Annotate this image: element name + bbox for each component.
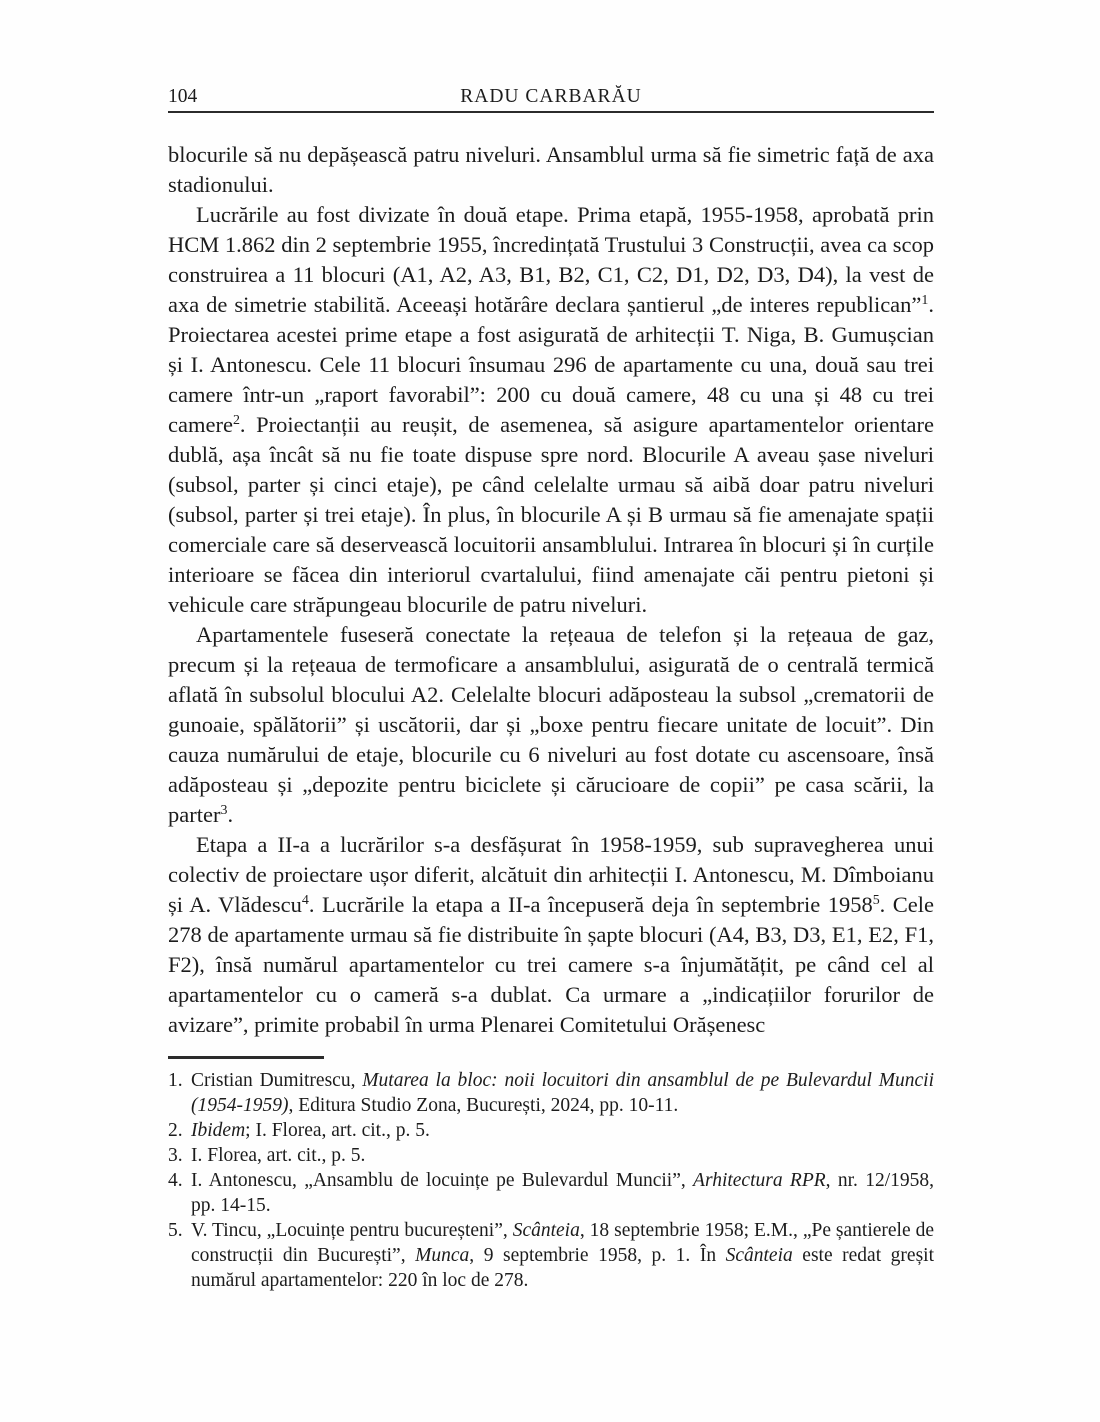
text-segment: Lucrările au fost divizate în două etape. Prima etapă, 1955-1958, aprobată prin HCM 1.862 din 2 septembrie 1955, încredințată Trustului 3 Construcții, avea ca scop construirea a 11 blocuri (A1, A2, A3, B1, B2, C1, C2, D1, D2, D3, D4), la vest de axa de simetrie stabilită. Aceeași hotărâre declara șantierul „de interes republican” xyxy=(168,202,934,317)
text-segment: este redat greșit numărul apartamentelor: 220 în loc de 278. xyxy=(191,1245,934,1291)
footnote-text xyxy=(191,1220,934,1291)
footnote-item xyxy=(168,1118,934,1143)
text-segment: I. Antonescu, „Ansamblu de locuințe pe Bulevardul Muncii”, xyxy=(191,1170,694,1191)
running-title: RADU CARBARĂU xyxy=(460,86,642,107)
text-segment: I. Florea, art. cit., p. 5. xyxy=(191,1145,366,1166)
text-segment: . Proiectanții au reușit, de asemenea, să asigure apartamentelor orientare dublă, așa încât să nu fie toate dispuse spre nord. Blocurile A aveau șase niveluri (subsol, parter și cinci etaje), pe când celelalte urmau să aibă doar patru niveluri (subsol, parter și trei etaje). În plus, în blocurile A și B urmau să fie amenajate spații comerciale care să deservească locuitorii ansamblului. Intrarea în blocuri și în curțile interioare se făcea din interiorul cvartalului, fiind amenajate căi pentru pietoni și vehicule care străpungeau blocurile de patru niveluri. xyxy=(168,412,934,617)
footnote-separator xyxy=(168,1056,324,1059)
text-segment: . xyxy=(227,802,234,827)
italic-text: Mutarea la bloc: noii locuitori din ansamblul de pe Bulevardul Muncii (1954-1959) xyxy=(191,1070,934,1116)
paragraph xyxy=(168,620,934,830)
footnote-number: 2. xyxy=(168,1120,183,1141)
text-segment: , Editura Studio Zona, București, 2024, pp. 10-11. xyxy=(288,1095,679,1116)
text-block xyxy=(168,82,934,1293)
footnote-ref: 5 xyxy=(872,893,880,909)
text-segment: Etapa a II-a a lucrărilor s-a desfășurat în 1958-1959, sub supravegherea unui colectiv de proiectare ușor diferit, alcătuit din arhitecții I. Antonescu, M. Dîmboianu și A. Vlădescu xyxy=(168,832,934,917)
page-number: 104 xyxy=(168,86,198,107)
italic-text: Ibidem xyxy=(191,1120,246,1141)
footnote-text xyxy=(191,1170,934,1216)
footnote-item xyxy=(168,1143,934,1168)
footnote-ref: 2 xyxy=(232,413,240,429)
text-segment: V. Tincu, „Locuințe pentru bucureșteni”, xyxy=(191,1220,513,1241)
footnote-ref: 4 xyxy=(301,893,309,909)
footnote-item xyxy=(168,1168,934,1218)
italic-text: Arhitectura RPR xyxy=(693,1170,826,1191)
italic-text: Munca xyxy=(415,1245,470,1266)
text-segment: , 18 septembrie 1958; E.M., „Pe șantierele de construcții din București”, xyxy=(191,1220,934,1266)
text-segment: Apartamentele fuseseră conectate la rețeaua de telefon și la rețeaua de gaz, precum și la rețeaua de termoficare a ansamblului, asigurată de o centrală termică aflată în subsolul blocului A2. Celelalte blocuri adăposteau la subsol „crematorii de gunoaie, spălătorii” și uscătorii, dar și „boxe pentru fiecare unitate de locuit”. Din cauza numărului de etaje, blocurile cu 6 niveluri au fost dotate cu ascensoare, însă adăposteau și „depozite pentru biciclete și cărucioare de copii” pe casa scării, la parter xyxy=(168,622,934,827)
footnote-text xyxy=(191,1070,934,1116)
footnote-ref: 1 xyxy=(921,293,929,309)
footnote-ref: 3 xyxy=(220,803,228,819)
text-segment: blocurile să nu depășească patru niveluri. Ansamblul urma să fie simetric față de axa stadionului. xyxy=(168,142,934,197)
paragraph xyxy=(168,830,934,1040)
text-segment: . Lucrările la etapa a II-a începuseră deja în septembrie 1958 xyxy=(308,892,873,917)
paragraph xyxy=(168,140,934,200)
footnote-item xyxy=(168,1218,934,1293)
footnote-number: 3. xyxy=(168,1145,183,1166)
text-segment: ; I. Florea, art. cit., p. 5. xyxy=(245,1120,430,1141)
footnote-number: 4. xyxy=(168,1170,183,1191)
text-segment: . Proiectarea acestei prime etape a fost asigurată de arhitecții T. Niga, B. Gumușcian și I. Antonescu. Cele 11 blocuri însumau 296 de apartamente cu una, două sau trei camere într-un „raport favorabil”: 200 cu două camere, 48 cu una și 48 cu trei camere xyxy=(168,292,934,437)
text-segment: , nr. 12/1958, pp. 14-15. xyxy=(191,1170,934,1216)
italic-text: Scânteia xyxy=(725,1245,793,1266)
body-text xyxy=(168,140,934,1040)
footnote-text xyxy=(191,1145,365,1166)
page-header xyxy=(168,82,934,113)
footnote-number: 1. xyxy=(168,1070,183,1091)
footnote-text xyxy=(191,1120,430,1141)
paragraph xyxy=(168,200,934,620)
footnote-list xyxy=(168,1068,934,1293)
text-segment: , 9 septembrie 1958, p. 1. În xyxy=(469,1245,726,1266)
italic-text: Scânteia xyxy=(512,1220,580,1241)
text-segment: . Cele 278 de apartamente urmau să fie distribuite în șapte blocuri (A4, B3, D3, E1, E2, F1, F2), însă numărul apartamentelor cu trei camere s-a înjumătățit, pe când cel al apartamentelor cu o cameră s-a dublat. Ca urmare a „indicațiilor forurilor de avizare”, primite probabil în urma Plenarei Comitetului Orășenesc xyxy=(168,892,935,1037)
text-segment: Cristian Dumitrescu, xyxy=(191,1070,363,1091)
footnote-number: 5. xyxy=(168,1220,183,1241)
footnote-item xyxy=(168,1068,934,1118)
